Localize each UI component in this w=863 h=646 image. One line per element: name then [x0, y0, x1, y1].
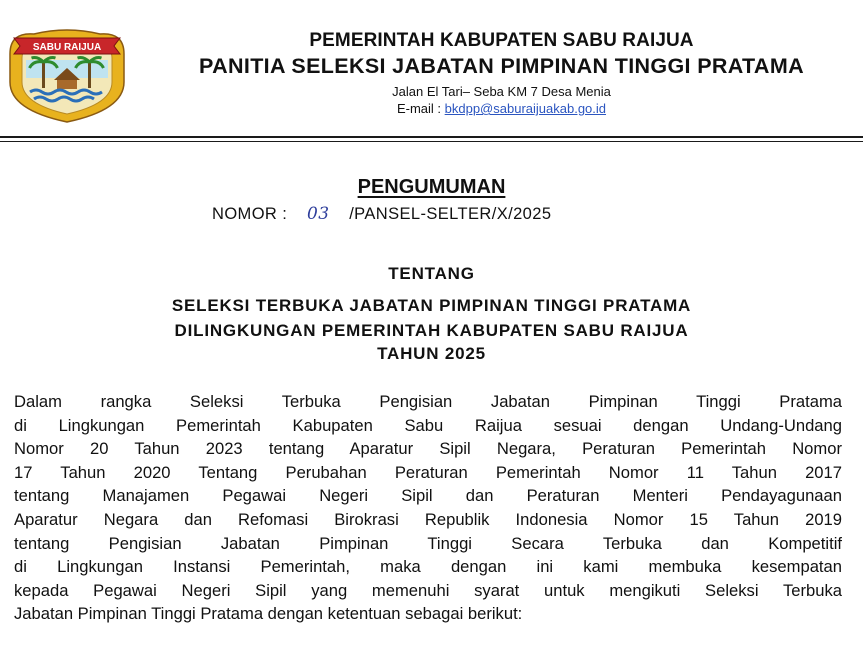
body-paragraph [14, 390, 842, 626]
subject-line-2: DILINGKUNGAN PEMERINTAH KABUPATEN SABU RAIJUA [174, 321, 689, 340]
body-line: 17 Tahun 2020 Tentang Perubahan Peraturan Pemerintah Nomor 11 Tahun 2017 [14, 462, 842, 482]
number-prefix: NOMOR : [212, 205, 288, 223]
subject-line-1: SELEKSI TERBUKA JABATAN PIMPINAN TINGGI PRATAMA [171, 296, 692, 315]
subject-line-3: TAHUN 2025 [377, 344, 486, 363]
body-line: tentang Manajamen Pegawai Negeri Sipil dan Peraturan Menteri Pendayagunaan [14, 486, 842, 506]
announcement-title: PENGUMUMAN [357, 176, 506, 198]
regency-logo [4, 24, 130, 124]
address: Jalan El Tari– Seba KM 7 Desa Menia [392, 84, 611, 99]
org-name: PEMERINTAH KABUPATEN SABU RAIJUA [309, 30, 694, 51]
logo-ribbon-text: SABU RAIJUA [32, 42, 102, 53]
body-line: Aparatur Negara dan Refomasi Birokrasi Republik Indonesia Nomor 15 Tahun 2019 [14, 509, 842, 529]
body-line: tentang Pengisian Jabatan Pimpinan Tinggi Secara Terbuka dan Kompetitif [14, 533, 842, 553]
body-line: Jabatan Pimpinan Tinggi Pratama dengan ketentuan sebagai berikut: [14, 604, 523, 624]
number-value: 03 [306, 204, 330, 224]
body-line: Dalam rangka Seleksi Terbuka Pengisian Jabatan Pimpinan Tinggi Pratama [14, 392, 842, 411]
email-line [140, 101, 863, 116]
number-suffix: /PANSEL-SELTER/X/2025 [349, 205, 552, 223]
email-label: E-mail : [396, 101, 445, 116]
letterhead-rule-thin [0, 141, 863, 142]
body-line: Nomor 20 Tahun 2023 tentang Aparatur Sipil Negara, Peraturan Pemerintah Nomor [14, 439, 842, 459]
letterhead-rule-thick [0, 136, 863, 138]
email-link[interactable]: bkdpp@saburaijuakab.go.id [444, 101, 607, 116]
body-line: di Lingkungan Pemerintah Kabupaten Sabu Raijua sesuai dengan Undang-Undang [14, 415, 842, 435]
committee-name: PANITIA SELEKSI JABATAN PIMPINAN TINGGI PRATAMA [199, 54, 804, 78]
about-heading: TENTANG [388, 264, 475, 283]
announcement-number [212, 204, 551, 224]
body-line: kepada Pegawai Negeri Sipil yang memenuhi syarat untuk mengikuti Seleksi Terbuka [14, 580, 842, 600]
body-line: di Lingkungan Instansi Pemerintah, maka dengan ini kami membuka kesempatan [14, 557, 842, 577]
